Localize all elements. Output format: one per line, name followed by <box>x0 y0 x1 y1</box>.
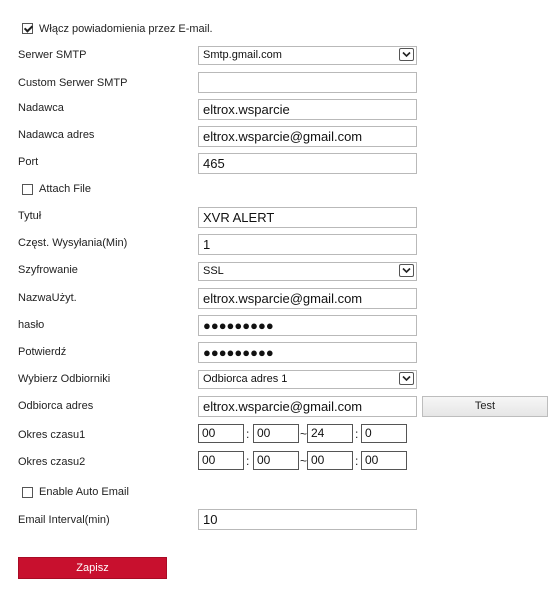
period2-start-hour[interactable]: 00 <box>198 451 244 470</box>
period2-colon-2: : <box>355 454 359 468</box>
custom-smtp-input[interactable] <box>198 72 417 93</box>
sender-address-label: Nadawca adres <box>18 129 95 141</box>
auto-email-checkbox[interactable] <box>22 487 33 498</box>
receiver-select-value: Odbiorca adres 1 <box>203 373 288 385</box>
receiver-select-label: Wybierz Odbiorniki <box>18 373 111 385</box>
period1-end-minute[interactable]: 0 <box>361 424 407 443</box>
smtp-server-label: Serwer SMTP <box>18 49 87 61</box>
test-button[interactable]: Test <box>422 396 548 417</box>
smtp-server-select[interactable] <box>198 46 417 65</box>
receiver-address-input[interactable]: eltrox.wsparcie@gmail.com <box>198 396 417 417</box>
period2-colon-1: : <box>246 454 250 468</box>
save-button[interactable]: Zapisz <box>18 557 167 579</box>
sender-label: Nadawca <box>18 102 64 114</box>
receiver-select[interactable] <box>198 370 417 389</box>
confirm-password-input[interactable]: ●●●●●●●●● <box>198 342 417 363</box>
email-interval-input[interactable]: 10 <box>198 509 417 530</box>
period1-end-hour[interactable]: 24 <box>307 424 353 443</box>
enable-email-label: Włącz powiadomienia przez E-mail. <box>39 23 213 35</box>
sender-address-input[interactable]: eltrox.wsparcie@gmail.com <box>198 126 417 147</box>
password-label: hasło <box>18 319 45 331</box>
period1-tilde: ~ <box>300 427 308 441</box>
title-label: Tytuł <box>18 210 42 222</box>
chevron-down-icon[interactable] <box>399 48 414 61</box>
username-input[interactable]: eltrox.wsparcie@gmail.com <box>198 288 417 309</box>
custom-smtp-label: Custom Serwer SMTP <box>18 77 128 89</box>
encryption-select[interactable] <box>198 262 417 281</box>
username-label: NazwaUżyt. <box>18 292 77 304</box>
period1-label: Okres czasu1 <box>18 429 86 441</box>
port-input[interactable]: 465 <box>198 153 417 174</box>
chevron-down-icon[interactable] <box>399 264 414 277</box>
sender-input[interactable]: eltrox.wsparcie <box>198 99 417 120</box>
send-frequency-input[interactable]: 1 <box>198 234 417 255</box>
send-frequency-label: Częst. Wysyłania(Min) <box>18 237 128 249</box>
period1-start-minute[interactable]: 00 <box>253 424 299 443</box>
period2-end-hour[interactable]: 00 <box>307 451 353 470</box>
email-interval-label: Email Interval(min) <box>18 514 110 526</box>
period1-start-hour[interactable]: 00 <box>198 424 244 443</box>
period2-start-minute[interactable]: 00 <box>253 451 299 470</box>
title-input[interactable]: XVR ALERT <box>198 207 417 228</box>
period2-tilde: ~ <box>300 454 308 468</box>
period1-colon-2: : <box>355 427 359 441</box>
encryption-value: SSL <box>203 265 224 277</box>
attach-file-checkbox[interactable] <box>22 184 33 195</box>
encryption-label: Szyfrowanie <box>18 264 78 276</box>
password-input[interactable]: ●●●●●●●●● <box>198 315 417 336</box>
period1-colon-1: : <box>246 427 250 441</box>
port-label: Port <box>18 156 39 168</box>
receiver-address-label: Odbiorca adres <box>18 400 94 412</box>
smtp-server-value: Smtp.gmail.com <box>203 49 282 61</box>
confirm-password-label: Potwierdź <box>18 346 67 358</box>
chevron-down-icon[interactable] <box>399 372 414 385</box>
period2-end-minute[interactable]: 00 <box>361 451 407 470</box>
auto-email-label: Enable Auto Email <box>39 486 129 498</box>
enable-email-checkbox[interactable] <box>22 23 33 34</box>
attach-file-label: Attach File <box>39 183 91 195</box>
period2-label: Okres czasu2 <box>18 456 86 468</box>
